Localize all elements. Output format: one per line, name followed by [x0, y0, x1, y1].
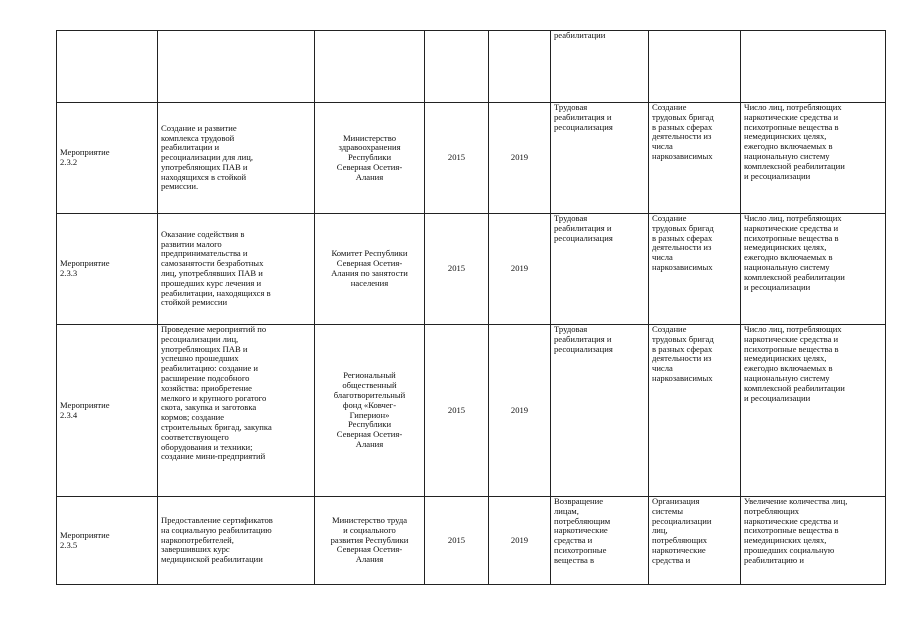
- cell-executor: [315, 214, 425, 325]
- cell-activity-id: [57, 31, 158, 103]
- cell-indicator: [551, 214, 649, 325]
- cell-description: [158, 31, 315, 103]
- start-year: 2015: [447, 152, 466, 163]
- activity-executor: Региональный общественный благотворительный фонд «Ковчег- Гиперион» Республики Северная Осетия- Алания: [333, 370, 406, 449]
- target-text: Число лиц, потребляющих наркотические средства и психотропные вещества в немедицинских целях, ежегодно включаемых в национальную систему комплексной реабилитации и ресоциализации: [744, 213, 845, 292]
- start-year: 2015: [447, 263, 466, 274]
- cell-target: [741, 325, 886, 497]
- cell-description: [158, 103, 315, 214]
- activity-id: Мероприятие 2.3.2: [60, 147, 110, 167]
- table-row: [57, 325, 886, 497]
- target-text: Увеличение количества лиц, потребляющих наркотические средства и психотропные вещества в немедицинских целях, прошедших социальную реабилитацию и: [744, 496, 848, 565]
- program-activities-table: [56, 30, 886, 585]
- table-row-continuation: [57, 31, 886, 103]
- activity-id: Мероприятие 2.3.3: [60, 258, 110, 278]
- end-year: 2019: [510, 404, 529, 415]
- indicator-text: Трудовая реабилитация и ресоциализация: [554, 213, 613, 243]
- cell-description: [158, 497, 315, 585]
- cell-executor: [315, 103, 425, 214]
- table-row: [57, 214, 886, 325]
- cell-start-year: [425, 31, 489, 103]
- cell-target: [741, 497, 886, 585]
- activity-description: Создание и развитие комплекса трудовой реабилитации и ресоциализации для лиц, употребляющих ПАВ и находящихся в стойкой ремиссии.: [161, 122, 253, 192]
- activity-description: Оказание содействия в развитии малого предпринимательства и самозанятости безработных лиц, употреблявших ПАВ и прошедших курс лечения и реабилитации, находящихся в стойкой ремиссии: [161, 228, 271, 308]
- start-year: 2015: [447, 404, 466, 415]
- cell-activity-id: [57, 214, 158, 325]
- indicator-text: Трудовая реабилитация и ресоциализация: [554, 324, 613, 354]
- activity-executor: Министерство здравоохранения Республики Северная Осетия- Алания: [336, 132, 403, 182]
- cell-outcome: [649, 214, 741, 325]
- cell-end-year: [489, 497, 551, 585]
- activity-executor: Министерство труда и социального развития Республики Северная Осетия- Алания: [330, 515, 409, 565]
- cell-end-year: [489, 31, 551, 103]
- cell-start-year: [425, 103, 489, 214]
- start-year: 2015: [447, 534, 466, 545]
- table-row: [57, 497, 886, 585]
- activity-description: Проведение мероприятий по ресоциализации лиц, употребляющих ПАВ и успешно прошедших реабилитацию: создание и расширение подсобного хозяйства: приобретение мелкого и крупного рогатого скота, закупка и заготовка кормов; создание строительных бригад, закупка соответствующего оборудования и техники; создание мини-предприятий: [161, 324, 272, 462]
- end-year: 2019: [510, 534, 529, 545]
- indicator-text: Трудовая реабилитация и ресоциализация: [554, 102, 613, 132]
- target-text: Число лиц, потребляющих наркотические средства и психотропные вещества в немедицинских целях, ежегодно включаемых в национальную систему комплексной реабилитации и ресоциализации: [744, 102, 845, 181]
- indicator-text: реабилитации: [554, 30, 606, 40]
- cell-activity-id: [57, 103, 158, 214]
- cell-activity-id: [57, 325, 158, 497]
- indicator-text: Возвращение лицам, потребляющим наркотические средства и психотропные вещества в: [554, 496, 611, 565]
- activity-description: Предоставление сертификатов на социальную реабилитацию наркопотребителей, завершивших курс медицинской реабилитации: [161, 515, 273, 565]
- end-year: 2019: [510, 263, 529, 274]
- outcome-text: Создание трудовых бригад в разных сферах деятельности из числа наркозависимых: [652, 102, 714, 161]
- outcome-text: Организация системы ресоциализации лиц, потребляющих наркотические средства и: [652, 496, 712, 565]
- cell-executor: [315, 31, 425, 103]
- end-year: 2019: [510, 152, 529, 163]
- cell-outcome: [649, 325, 741, 497]
- cell-indicator: [551, 325, 649, 497]
- cell-end-year: [489, 214, 551, 325]
- cell-end-year: [489, 103, 551, 214]
- activity-id: Мероприятие 2.3.4: [60, 399, 110, 420]
- table-row: [57, 103, 886, 214]
- cell-indicator: [551, 103, 649, 214]
- activity-executor: Комитет Республики Северная Осетия- Алания по занятости населения: [331, 248, 408, 288]
- cell-outcome: [649, 103, 741, 214]
- target-text: Число лиц, потребляющих наркотические средства и психотропные вещества в немедицинских целях, ежегодно включаемых в национальную систему комплексной реабилитации и ресоциализации: [744, 324, 845, 403]
- cell-target: [741, 31, 886, 103]
- cell-indicator: [551, 31, 649, 103]
- cell-target: [741, 103, 886, 214]
- cell-target: [741, 214, 886, 325]
- cell-start-year: [425, 497, 489, 585]
- cell-description: [158, 325, 315, 497]
- cell-start-year: [425, 325, 489, 497]
- cell-executor: [315, 325, 425, 497]
- cell-end-year: [489, 325, 551, 497]
- cell-start-year: [425, 214, 489, 325]
- outcome-text: Создание трудовых бригад в разных сферах деятельности из числа наркозависимых: [652, 213, 714, 272]
- cell-outcome: [649, 31, 741, 103]
- cell-description: [158, 214, 315, 325]
- cell-executor: [315, 497, 425, 585]
- outcome-text: Создание трудовых бригад в разных сферах деятельности из числа наркозависимых: [652, 324, 714, 383]
- cell-outcome: [649, 497, 741, 585]
- cell-indicator: [551, 497, 649, 585]
- activity-id: Мероприятие 2.3.5: [60, 529, 110, 550]
- cell-activity-id: [57, 497, 158, 585]
